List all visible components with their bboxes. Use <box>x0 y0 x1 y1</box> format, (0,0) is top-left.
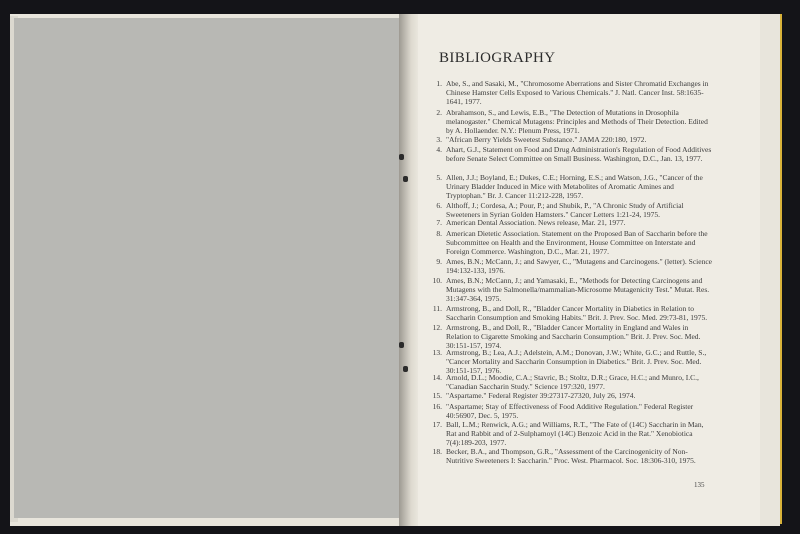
reference-item <box>430 258 712 276</box>
reference-number: 18. <box>432 447 442 456</box>
reference-number: 9. <box>436 257 442 266</box>
reference-number: 2. <box>436 108 442 117</box>
reference-number: 17. <box>432 420 442 429</box>
reference-item <box>430 146 712 164</box>
reference-text: American Dental Association. News release, Mar. 21, 1977. <box>446 218 626 227</box>
reference-number: 12. <box>432 323 442 332</box>
reference-text: American Dietetic Association. Statement on the Proposed Ban of Saccharin before the Subcommittee on Health and the Environment, House Committee on Interstate and Foreign Commerce. Washington, D.C., Mar. 21, 1977. <box>446 229 708 256</box>
reference-item <box>430 230 712 256</box>
reference-item <box>430 421 712 447</box>
reference-text: Ball, L.M.; Renwick, A.G.; and Williams, R.T., "The Fate of (14C) Saccharin in Man, Rat and Rabbit and of 2-Sulphamoyl (14C) Benzoic Acid in the Rat." Xenobiotica 7(4):189-203, 1977. <box>446 420 704 447</box>
reference-item <box>430 174 712 200</box>
reference-text: Allen, J.J.; Boyland, E.; Dukes, C.E.; Horning, E.S.; and Watson, J.G., "Cancer of the Urinary Bladder Induced in Mice with Metabolites of Aromatic Amines and Tryptophan." Br. J. Cancer 11:212-228, 1957. <box>446 173 703 200</box>
staple-hole <box>399 154 404 160</box>
staple-hole <box>403 176 408 182</box>
reference-text: "Aspartame; Stay of Effectiveness of Food Additive Regulation." Federal Register 40:56907, Dec. 5, 1975. <box>446 402 694 420</box>
reference-item <box>430 109 712 135</box>
reference-number: 16. <box>432 402 442 411</box>
reference-item <box>430 324 712 350</box>
reference-number: 15. <box>432 391 442 400</box>
reference-text: "Aspartame." Federal Register 39:27317-27320, July 26, 1974. <box>446 391 636 400</box>
reference-number: 8. <box>436 229 442 238</box>
left-blank-page <box>14 18 401 518</box>
reference-item <box>430 136 712 145</box>
reference-text: Abrahamson, S., and Lewis, E.B., "The Detection of Mutations in Drosophila melanogaster." Chemical Mutagens: Principles and Methods of Their Detection. Edited by A. Hollaender. N.Y.: Plenum Press, 1971. <box>446 108 708 135</box>
reference-item <box>430 277 712 303</box>
reference-text: Armstrong, B., and Doll, R., "Bladder Cancer Mortality in Diabetics in Relation to Saccharin Consumption and Smoking Habits." Brit. J. Prev. Soc. Med. 29:73-81, 1975. <box>446 304 708 322</box>
reference-text: Armstrong, B., and Doll, R., "Bladder Cancer Mortality in England and Wales in Relation to Cigarette Smoking and Saccharin Consumption." Brit. J. Prev. Soc. Med. 30:151-157, 1974. <box>446 323 701 350</box>
reference-number: 11. <box>432 304 442 313</box>
staple-hole <box>403 366 408 372</box>
reference-item <box>430 374 712 392</box>
reference-text: Ahart, G.J., Statement on Food and Drug Administration's Regulation of Food Additives before Senate Select Committee on Small Business. Washington, D.C., Jan. 13, 1977. <box>446 145 712 163</box>
reference-text: "African Berry Yields Sweetest Substance." JAMA 220:180, 1972. <box>446 135 647 144</box>
reference-number: 3. <box>436 135 442 144</box>
reference-item <box>430 448 712 466</box>
reference-item <box>430 202 712 220</box>
reference-number: 14. <box>432 373 442 382</box>
reference-number: 5. <box>436 173 442 182</box>
reference-number: 1. <box>436 79 442 88</box>
reference-number: 10. <box>432 276 442 285</box>
page-title: BIBLIOGRAPHY <box>439 50 556 66</box>
reference-text: Ames, B.N.; McCann, J.; and Sawyer, C., "Mutagens and Carcinogens." (letter). Science 194:132-133, 1976. <box>446 257 712 275</box>
reference-item <box>430 219 712 228</box>
page-number: 135 <box>694 481 705 489</box>
reference-text: Abe, S., and Sasaki, M., "Chromosome Aberrations and Sister Chromatid Exchanges in Chinese Hamster Cells Exposed to Various Chemicals." J. Natl. Cancer Inst. 58:1635-1641, 1977. <box>446 79 709 106</box>
reference-number: 7. <box>436 218 442 227</box>
reference-text: Armstrong, B.; Lea, A.J.; Adelstein, A.M.; Donovan, J.W.; White, G.C.; and Ruttle, S., "Cancer Mortality and Saccharin Consumption in Diabetics." Brit. J. Prev. Soc. Med. 30:151-157, 1976. <box>446 348 707 375</box>
reference-text: Arnold, D.L.; Moodie, C.A.; Stavric, B.; Stoltz, D.R.; Grace, H.C.; and Munro, I.C., "Canadian Saccharin Study." Science 197:320, 1977. <box>446 373 699 391</box>
reference-number: 13. <box>432 348 442 357</box>
reference-item <box>430 392 712 401</box>
reference-item <box>430 80 712 106</box>
reference-text: Althoff, J.; Cordesa, A.; Pour, P.; and Shubik, P., "A Chronic Study of Artificial Sweeteners in Syrian Golden Hamsters." Cancer Letters 1:21-24, 1975. <box>446 201 684 219</box>
reference-number: 4. <box>436 145 442 154</box>
reference-text: Becker, B.A., and Thompson, G.R., "Assessment of the Carcinogenicity of Non-Nutritive Sweeteners I: Saccharin." Proc. West. Pharmacol. Soc. 18:306-310, 1975. <box>446 447 696 465</box>
reference-item <box>430 349 712 375</box>
reference-item <box>430 305 712 323</box>
reference-text: Ames, B.N.; McCann, J.; and Yamasaki, E., "Methods for Detecting Carcinogens and Mutagens with the Salmonella/mammalian-Microsome Mutagenicity Test." Mutat. Res. 31:347-364, 1975. <box>446 276 710 303</box>
staple-hole <box>399 342 404 348</box>
reference-number: 6. <box>436 201 442 210</box>
reference-item <box>430 403 712 421</box>
